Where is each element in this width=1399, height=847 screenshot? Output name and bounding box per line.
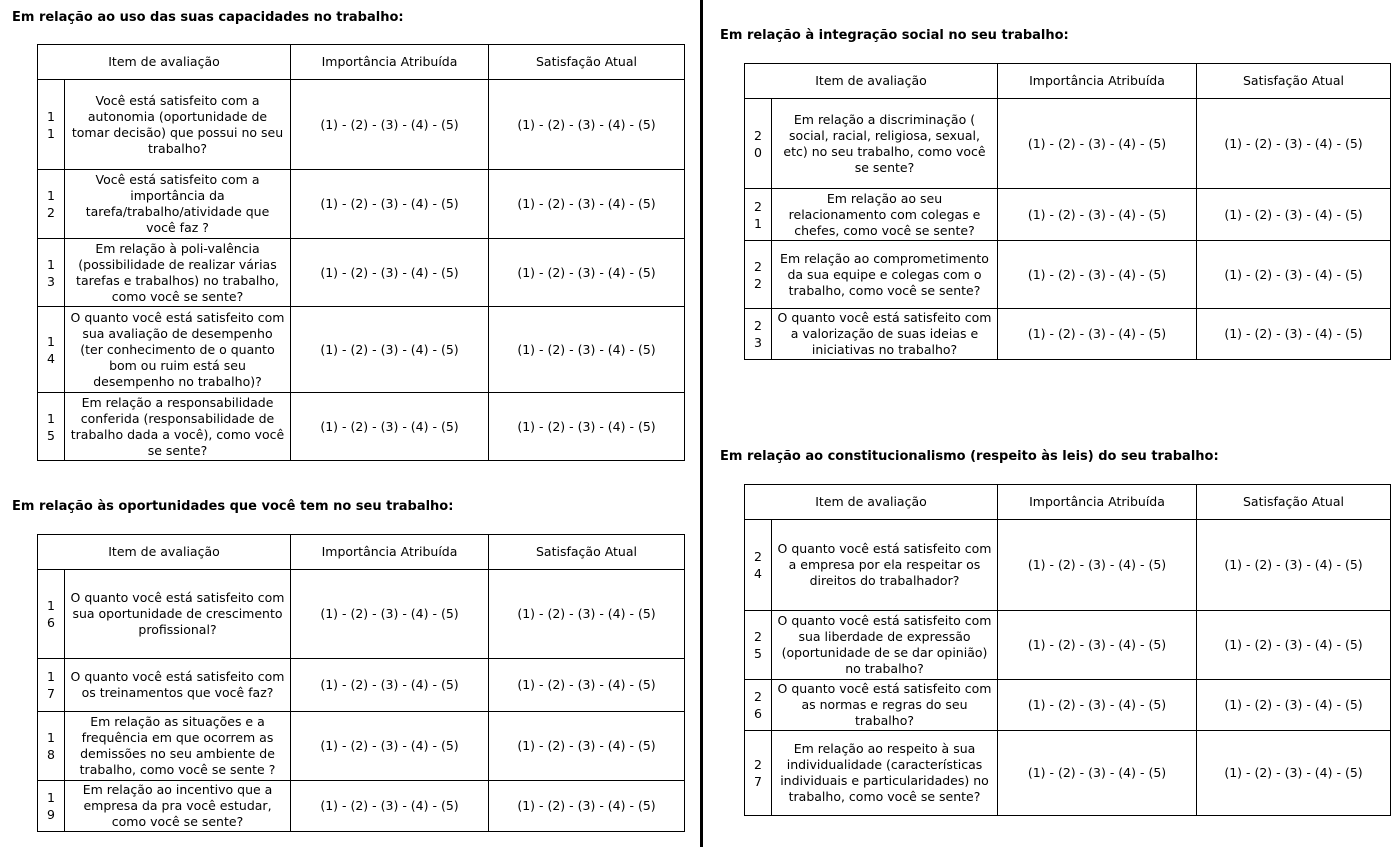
header-item: Item de avaliação: [745, 485, 998, 520]
row-question: Em relação ao incentivo que a empresa da pra você estudar, como você se sente?: [65, 781, 291, 832]
table-row: [745, 99, 1391, 189]
row-number: 2 4: [745, 520, 772, 611]
section-title-integracao: Em relação à integração social no seu trabalho:: [720, 28, 1069, 43]
row-number: 1 3: [38, 239, 65, 307]
satisfaction-scale[interactable]: (1) - (2) - (3) - (4) - (5): [1197, 309, 1391, 360]
row-number: 1 4: [38, 307, 65, 393]
satisfaction-scale[interactable]: (1) - (2) - (3) - (4) - (5): [1197, 99, 1391, 189]
satisfaction-scale[interactable]: (1) - (2) - (3) - (4) - (5): [1197, 680, 1391, 731]
row-question: Em relação ao respeito à sua individualidade (características individuais e particularidades) no trabalho, como você se sente?: [772, 731, 998, 816]
row-number: 1 2: [38, 170, 65, 239]
row-question: Você está satisfeito com a importância da tarefa/trabalho/atividade que você faz ?: [65, 170, 291, 239]
table-row: [38, 239, 685, 307]
table-header-row: [745, 485, 1391, 520]
table-row: [38, 170, 685, 239]
header-importance: Importância Atribuída: [291, 535, 489, 570]
satisfaction-scale[interactable]: (1) - (2) - (3) - (4) - (5): [489, 80, 685, 170]
column-divider: [700, 0, 703, 847]
satisfaction-scale[interactable]: (1) - (2) - (3) - (4) - (5): [489, 570, 685, 659]
row-number: 2 3: [745, 309, 772, 360]
importance-scale[interactable]: (1) - (2) - (3) - (4) - (5): [998, 99, 1197, 189]
table-row: [745, 680, 1391, 731]
table-row: [38, 781, 685, 832]
importance-scale[interactable]: (1) - (2) - (3) - (4) - (5): [291, 393, 489, 461]
satisfaction-scale[interactable]: (1) - (2) - (3) - (4) - (5): [1197, 520, 1391, 611]
importance-scale[interactable]: (1) - (2) - (3) - (4) - (5): [998, 189, 1197, 241]
section-title-oportunidades: Em relação às oportunidades que você tem no seu trabalho:: [12, 499, 454, 514]
table-header-row: [745, 64, 1391, 99]
table-row: [745, 520, 1391, 611]
row-question: Em relação à poli-valência (possibilidade de realizar várias tarefas e trabalhos) no trabalho, como você se sente?: [65, 239, 291, 307]
row-question: O quanto você está satisfeito com sua avaliação de desempenho (ter conhecimento de o quanto bom ou ruim está seu desempenho no trabalho)?: [65, 307, 291, 393]
row-number: 1 6: [38, 570, 65, 659]
table-row: [38, 393, 685, 461]
satisfaction-scale[interactable]: (1) - (2) - (3) - (4) - (5): [1197, 241, 1391, 309]
row-number: 2 6: [745, 680, 772, 731]
row-question: O quanto você está satisfeito com sua oportunidade de crescimento profissional?: [65, 570, 291, 659]
header-satisfaction: Satisfação Atual: [489, 535, 685, 570]
table-row: [745, 189, 1391, 241]
row-number: 2 1: [745, 189, 772, 241]
importance-scale[interactable]: (1) - (2) - (3) - (4) - (5): [998, 611, 1197, 680]
importance-scale[interactable]: (1) - (2) - (3) - (4) - (5): [998, 241, 1197, 309]
satisfaction-scale[interactable]: (1) - (2) - (3) - (4) - (5): [1197, 731, 1391, 816]
importance-scale[interactable]: (1) - (2) - (3) - (4) - (5): [998, 731, 1197, 816]
header-item: Item de avaliação: [38, 45, 291, 80]
header-item: Item de avaliação: [38, 535, 291, 570]
header-importance: Importância Atribuída: [998, 485, 1197, 520]
importance-scale[interactable]: (1) - (2) - (3) - (4) - (5): [291, 170, 489, 239]
satisfaction-scale[interactable]: (1) - (2) - (3) - (4) - (5): [489, 307, 685, 393]
satisfaction-scale[interactable]: (1) - (2) - (3) - (4) - (5): [1197, 611, 1391, 680]
row-number: 1 7: [38, 659, 65, 712]
satisfaction-scale[interactable]: (1) - (2) - (3) - (4) - (5): [489, 393, 685, 461]
row-question: O quanto você está satisfeito com a valorização de suas ideias e iniciativas no trabalho?: [772, 309, 998, 360]
importance-scale[interactable]: (1) - (2) - (3) - (4) - (5): [291, 239, 489, 307]
satisfaction-scale[interactable]: (1) - (2) - (3) - (4) - (5): [489, 659, 685, 712]
row-question: Em relação a responsabilidade conferida (responsabilidade de trabalho dada a você), como você se sente?: [65, 393, 291, 461]
table-row: [38, 712, 685, 781]
row-number: 2 0: [745, 99, 772, 189]
row-number: 2 5: [745, 611, 772, 680]
importance-scale[interactable]: (1) - (2) - (3) - (4) - (5): [291, 712, 489, 781]
row-question: O quanto você está satisfeito com as normas e regras do seu trabalho?: [772, 680, 998, 731]
table-row: [38, 570, 685, 659]
evaluation-table-oportunidades: [37, 534, 685, 832]
table-header-row: [38, 535, 685, 570]
importance-scale[interactable]: (1) - (2) - (3) - (4) - (5): [291, 659, 489, 712]
row-question: Em relação a discriminação ( social, racial, religiosa, sexual, etc) no seu trabalho, como você se sente?: [772, 99, 998, 189]
table-row: [38, 80, 685, 170]
evaluation-table-constitucionalismo: [744, 484, 1391, 816]
row-number: 1 1: [38, 80, 65, 170]
satisfaction-scale[interactable]: (1) - (2) - (3) - (4) - (5): [489, 712, 685, 781]
header-satisfaction: Satisfação Atual: [1197, 485, 1391, 520]
row-number: 1 9: [38, 781, 65, 832]
importance-scale[interactable]: (1) - (2) - (3) - (4) - (5): [998, 309, 1197, 360]
row-question: O quanto você está satisfeito com a empresa por ela respeitar os direitos do trabalhador?: [772, 520, 998, 611]
row-number: 1 8: [38, 712, 65, 781]
table-header-row: [38, 45, 685, 80]
satisfaction-scale[interactable]: (1) - (2) - (3) - (4) - (5): [489, 170, 685, 239]
evaluation-table-integracao: [744, 63, 1391, 360]
table-row: [745, 309, 1391, 360]
section-title-constitucionalismo: Em relação ao constitucionalismo (respeito às leis) do seu trabalho:: [720, 449, 1219, 464]
row-question: Em relação ao seu relacionamento com colegas e chefes, como você se sente?: [772, 189, 998, 241]
satisfaction-scale[interactable]: (1) - (2) - (3) - (4) - (5): [1197, 189, 1391, 241]
row-question: O quanto você está satisfeito com os treinamentos que você faz?: [65, 659, 291, 712]
row-question: Em relação as situações e a frequência em que ocorrem as demissões no seu ambiente de trabalho, como você se sente ?: [65, 712, 291, 781]
importance-scale[interactable]: (1) - (2) - (3) - (4) - (5): [998, 680, 1197, 731]
importance-scale[interactable]: (1) - (2) - (3) - (4) - (5): [291, 307, 489, 393]
importance-scale[interactable]: (1) - (2) - (3) - (4) - (5): [291, 80, 489, 170]
header-importance: Importância Atribuída: [291, 45, 489, 80]
evaluation-table-capacidades: [37, 44, 685, 461]
row-number: 2 2: [745, 241, 772, 309]
row-number: 2 7: [745, 731, 772, 816]
satisfaction-scale[interactable]: (1) - (2) - (3) - (4) - (5): [489, 781, 685, 832]
header-item: Item de avaliação: [745, 64, 998, 99]
table-row: [745, 731, 1391, 816]
header-satisfaction: Satisfação Atual: [489, 45, 685, 80]
header-satisfaction: Satisfação Atual: [1197, 64, 1391, 99]
table-row: [38, 307, 685, 393]
table-row: [745, 611, 1391, 680]
row-question: Em relação ao comprometimento da sua equipe e colegas com o trabalho, como você se sente?: [772, 241, 998, 309]
header-importance: Importância Atribuída: [998, 64, 1197, 99]
section-title-capacidades: Em relação ao uso das suas capacidades no trabalho:: [12, 10, 404, 25]
row-number: 1 5: [38, 393, 65, 461]
importance-scale[interactable]: (1) - (2) - (3) - (4) - (5): [291, 781, 489, 832]
table-row: [745, 241, 1391, 309]
row-question: Você está satisfeito com a autonomia (oportunidade de tomar decisão) que possui no seu trabalho?: [65, 80, 291, 170]
importance-scale[interactable]: (1) - (2) - (3) - (4) - (5): [998, 520, 1197, 611]
satisfaction-scale[interactable]: (1) - (2) - (3) - (4) - (5): [489, 239, 685, 307]
importance-scale[interactable]: (1) - (2) - (3) - (4) - (5): [291, 570, 489, 659]
row-question: O quanto você está satisfeito com sua liberdade de expressão (oportunidade de se dar opinião) no trabalho?: [772, 611, 998, 680]
table-row: [38, 659, 685, 712]
